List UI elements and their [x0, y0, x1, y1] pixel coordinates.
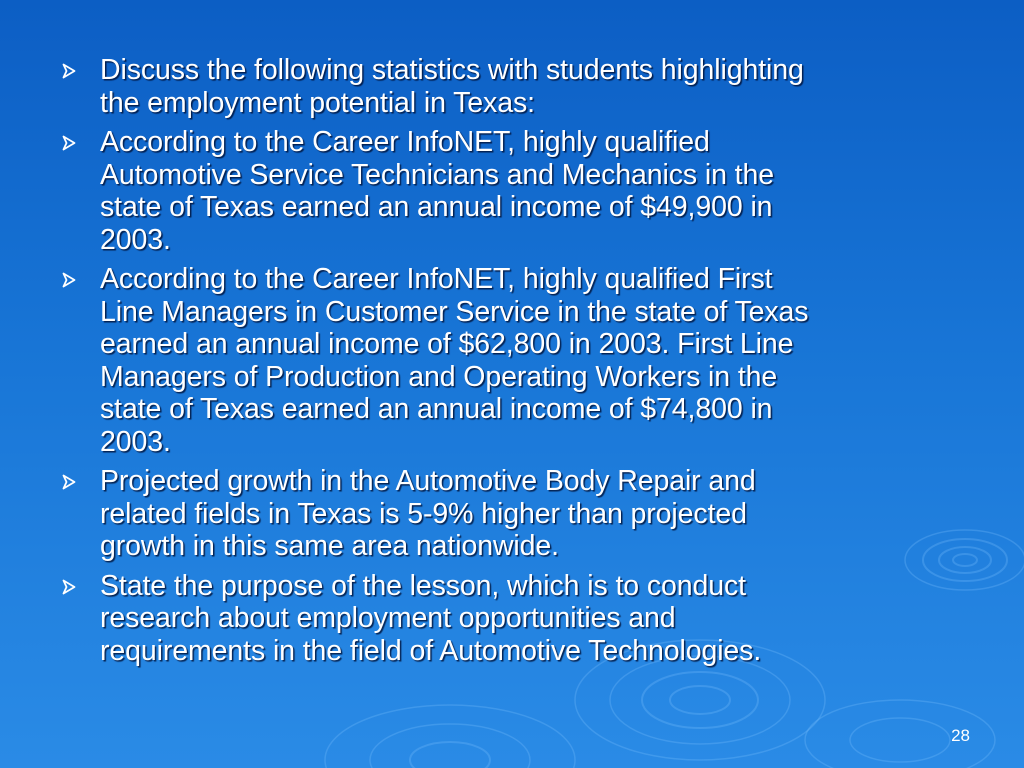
text-line: related fields in Texas is 5-9% higher than projected — [100, 497, 747, 530]
text-line: state of Texas earned an annual income of $49,900 in — [100, 191, 773, 223]
text-line: growth in this same area nationwide. — [100, 530, 559, 562]
slide-number: 28 — [951, 726, 970, 745]
text-line: Automotive Service Technicians and Mechanics in the — [100, 158, 774, 191]
bullet-item — [62, 126, 972, 256]
text-line: the employment potential in Texas: — [100, 86, 535, 119]
text-line: 2003. — [100, 425, 171, 458]
text-line: state of Texas earned an annual income of $74,800 in — [100, 393, 773, 425]
text-line: research about employment opportunities and — [100, 602, 676, 634]
text-line: Line Managers in Customer Service in the state of Texas — [100, 295, 809, 328]
bullet-text — [100, 54, 972, 119]
text-line: 2003. — [100, 223, 171, 256]
bullet-text — [100, 465, 972, 563]
bullet-list — [62, 54, 972, 674]
chevron-right-outline-icon — [62, 63, 76, 79]
text-line: According to the Career InfoNET, highly qualified First — [100, 263, 773, 295]
bullet-item — [62, 570, 972, 668]
text-line: According to the Career InfoNET, highly qualified — [100, 126, 710, 158]
chevron-right-outline-icon — [62, 272, 76, 288]
chevron-right-outline-icon — [62, 135, 76, 151]
bullet-item — [62, 54, 972, 119]
bullet-text — [100, 570, 972, 668]
chevron-right-outline-icon — [62, 579, 76, 595]
bullet-item — [62, 465, 972, 563]
bullet-text — [100, 126, 972, 256]
text-line: Managers of Production and Operating Workers in the — [100, 360, 778, 393]
text-line: State the purpose of the lesson, which is to conduct — [100, 569, 746, 602]
chevron-right-outline-icon — [62, 474, 76, 490]
text-line: requirements in the field of Automotive Technologies. — [100, 634, 762, 667]
bullet-text — [100, 263, 972, 458]
text-line: Projected growth in the Automotive Body Repair and — [100, 465, 756, 497]
text-line: earned an annual income of $62,800 in 2003. First Line — [100, 328, 794, 360]
bullet-item — [62, 263, 972, 458]
text-line: Discuss the following statistics with students highlighting — [100, 54, 804, 86]
